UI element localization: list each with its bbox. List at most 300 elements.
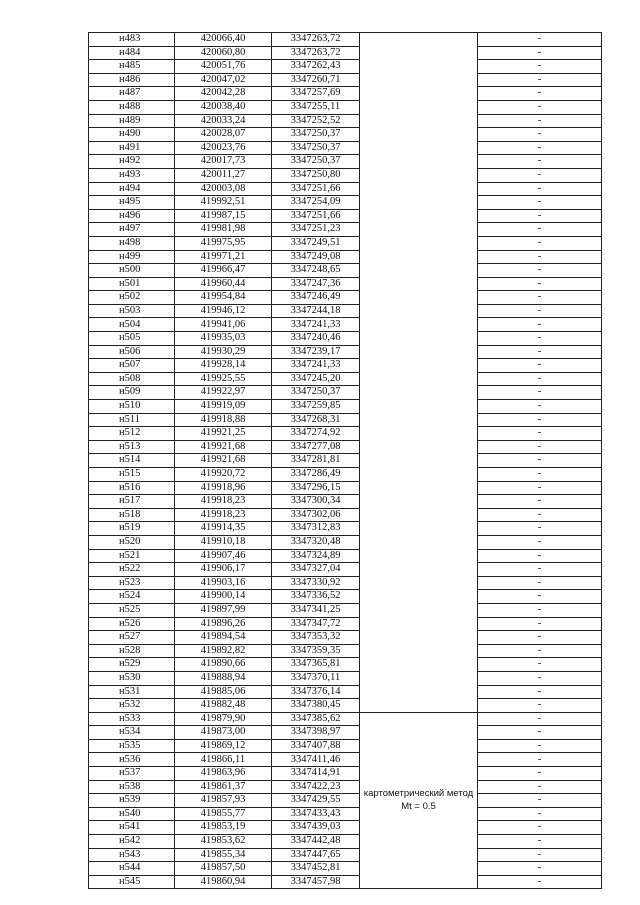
y-coordinate-cell: 3347262,43 [272,60,360,74]
x-coordinate-cell: 419919,09 [175,400,272,414]
x-coordinate-cell: 419921,68 [175,440,272,454]
dash-cell: - [478,60,602,74]
dash-cell: - [478,386,602,400]
x-coordinate-cell: 420051,76 [175,60,272,74]
y-coordinate-cell: 3347250,37 [272,155,360,169]
point-id-cell: н537 [89,767,175,781]
x-coordinate-cell: 419892,82 [175,644,272,658]
point-id-cell: н498 [89,236,175,250]
x-coordinate-cell: 419885,06 [175,685,272,699]
y-coordinate-cell: 3347255,11 [272,100,360,114]
point-id-cell: н488 [89,100,175,114]
table-row [89,767,602,781]
point-id-cell: н495 [89,196,175,210]
point-id-cell: н502 [89,291,175,305]
dash-cell: - [478,563,602,577]
y-coordinate-cell: 3347249,08 [272,250,360,264]
point-id-cell: н509 [89,386,175,400]
dash-cell: - [478,794,602,808]
dash-cell: - [478,46,602,60]
table-row [89,223,602,237]
table-row [89,87,602,101]
x-coordinate-cell: 419882,48 [175,699,272,713]
dash-cell: - [478,413,602,427]
dash-cell: - [478,168,602,182]
table-row [89,481,602,495]
x-coordinate-cell: 419857,50 [175,862,272,876]
point-id-cell: н542 [89,835,175,849]
dash-cell: - [478,549,602,563]
dash-cell: - [478,87,602,101]
point-id-cell: н515 [89,468,175,482]
y-coordinate-cell: 3347407,88 [272,739,360,753]
x-coordinate-cell: 419954,84 [175,291,272,305]
table-row [89,794,602,808]
table-row [89,753,602,767]
x-coordinate-cell: 420066,40 [175,33,272,47]
dash-cell: - [478,128,602,142]
y-coordinate-cell: 3347442,48 [272,835,360,849]
x-coordinate-cell: 419896,26 [175,617,272,631]
table-row [89,807,602,821]
y-coordinate-cell: 3347257,69 [272,87,360,101]
point-id-cell: н543 [89,848,175,862]
point-id-cell: н485 [89,60,175,74]
point-id-cell: н532 [89,699,175,713]
dash-cell: - [478,73,602,87]
y-coordinate-cell: 3347252,52 [272,114,360,128]
table-row [89,209,602,223]
dash-cell: - [478,33,602,47]
point-id-cell: н512 [89,427,175,441]
dash-cell: - [478,454,602,468]
y-coordinate-cell: 3347251,66 [272,209,360,223]
dash-cell: - [478,372,602,386]
y-coordinate-cell: 3347241,33 [272,318,360,332]
y-coordinate-cell: 3347385,62 [272,712,360,726]
y-coordinate-cell: 3347274,92 [272,427,360,441]
x-coordinate-cell: 419941,06 [175,318,272,332]
table-row [89,114,602,128]
point-id-cell: н484 [89,46,175,60]
coordinates-table-body [89,33,602,889]
point-id-cell: н522 [89,563,175,577]
point-id-cell: н525 [89,603,175,617]
table-row [89,386,602,400]
x-coordinate-cell: 420033,24 [175,114,272,128]
x-coordinate-cell: 419863,96 [175,767,272,781]
table-row [89,264,602,278]
point-id-cell: н506 [89,345,175,359]
point-id-cell: н516 [89,481,175,495]
dash-cell: - [478,522,602,536]
dash-cell: - [478,427,602,441]
y-coordinate-cell: 3347341,25 [272,603,360,617]
x-coordinate-cell: 419907,46 [175,549,272,563]
table-row [89,440,602,454]
dash-cell: - [478,318,602,332]
table-row [89,631,602,645]
y-coordinate-cell: 3347302,06 [272,508,360,522]
point-id-cell: н534 [89,726,175,740]
y-coordinate-cell: 3347422,23 [272,780,360,794]
table-row [89,739,602,753]
x-coordinate-cell: 419925,55 [175,372,272,386]
dash-cell: - [478,644,602,658]
dash-cell: - [478,291,602,305]
table-row [89,236,602,250]
table-row [89,603,602,617]
dash-cell: - [478,468,602,482]
y-coordinate-cell: 3347246,49 [272,291,360,305]
dash-cell: - [478,495,602,509]
dash-cell: - [478,712,602,726]
x-coordinate-cell: 419869,12 [175,739,272,753]
x-coordinate-cell: 419921,68 [175,454,272,468]
x-coordinate-cell: 420047,02 [175,73,272,87]
dash-cell: - [478,590,602,604]
table-row [89,168,602,182]
table-row [89,277,602,291]
table-row [89,862,602,876]
dash-cell: - [478,739,602,753]
y-coordinate-cell: 3347250,37 [272,128,360,142]
dash-cell: - [478,223,602,237]
point-id-cell: н536 [89,753,175,767]
dash-cell: - [478,875,602,889]
dash-cell: - [478,440,602,454]
x-coordinate-cell: 420042,28 [175,87,272,101]
point-id-cell: н530 [89,671,175,685]
dash-cell: - [478,848,602,862]
table-row [89,508,602,522]
point-id-cell: н540 [89,807,175,821]
point-id-cell: н531 [89,685,175,699]
x-coordinate-cell: 420017,73 [175,155,272,169]
point-id-cell: н513 [89,440,175,454]
y-coordinate-cell: 3347250,37 [272,386,360,400]
table-row [89,848,602,862]
table-row [89,291,602,305]
point-id-cell: н514 [89,454,175,468]
table-row [89,250,602,264]
table-row [89,359,602,373]
x-coordinate-cell: 420060,80 [175,46,272,60]
y-coordinate-cell: 3347429,55 [272,794,360,808]
y-coordinate-cell: 3347244,18 [272,304,360,318]
table-row [89,590,602,604]
table-row [89,821,602,835]
table-row [89,182,602,196]
x-coordinate-cell: 420003,08 [175,182,272,196]
x-coordinate-cell: 419987,15 [175,209,272,223]
point-id-cell: н483 [89,33,175,47]
dash-cell: - [478,631,602,645]
y-coordinate-cell: 3347263,72 [272,46,360,60]
point-id-cell: н492 [89,155,175,169]
table-row [89,726,602,740]
y-coordinate-cell: 3347324,89 [272,549,360,563]
x-coordinate-cell: 419897,99 [175,603,272,617]
x-coordinate-cell: 419906,17 [175,563,272,577]
point-id-cell: н541 [89,821,175,835]
x-coordinate-cell: 420028,07 [175,128,272,142]
dash-cell: - [478,155,602,169]
x-coordinate-cell: 419992,51 [175,196,272,210]
table-row [89,468,602,482]
dash-cell: - [478,508,602,522]
dash-cell: - [478,236,602,250]
x-coordinate-cell: 419888,94 [175,671,272,685]
x-coordinate-cell: 419855,77 [175,807,272,821]
y-coordinate-cell: 3347312,83 [272,522,360,536]
table-row [89,33,602,47]
point-id-cell: н544 [89,862,175,876]
y-coordinate-cell: 3347359,35 [272,644,360,658]
table-row [89,875,602,889]
point-id-cell: н494 [89,182,175,196]
point-id-cell: н507 [89,359,175,373]
x-coordinate-cell: 419960,44 [175,277,272,291]
x-coordinate-cell: 419861,37 [175,780,272,794]
table-row [89,617,602,631]
dash-cell: - [478,182,602,196]
dash-cell: - [478,576,602,590]
dash-cell: - [478,821,602,835]
table-row [89,644,602,658]
dash-cell: - [478,535,602,549]
dash-cell: - [478,835,602,849]
x-coordinate-cell: 419860,94 [175,875,272,889]
y-coordinate-cell: 3347447,65 [272,848,360,862]
y-coordinate-cell: 3347240,46 [272,332,360,346]
point-id-cell: н501 [89,277,175,291]
x-coordinate-cell: 419910,18 [175,535,272,549]
table-row [89,671,602,685]
point-id-cell: н503 [89,304,175,318]
y-coordinate-cell: 3347353,32 [272,631,360,645]
dash-cell: - [478,726,602,740]
y-coordinate-cell: 3347365,81 [272,658,360,672]
point-id-cell: н518 [89,508,175,522]
table-row [89,522,602,536]
point-id-cell: н505 [89,332,175,346]
y-coordinate-cell: 3347411,46 [272,753,360,767]
point-id-cell: н523 [89,576,175,590]
table-row [89,318,602,332]
y-coordinate-cell: 3347380,45 [272,699,360,713]
y-coordinate-cell: 3347250,37 [272,141,360,155]
dash-cell: - [478,400,602,414]
x-coordinate-cell: 419971,21 [175,250,272,264]
y-coordinate-cell: 3347376,14 [272,685,360,699]
x-coordinate-cell: 419914,35 [175,522,272,536]
x-coordinate-cell: 419879,90 [175,712,272,726]
y-coordinate-cell: 3347247,36 [272,277,360,291]
y-coordinate-cell: 3347296,15 [272,481,360,495]
point-id-cell: н538 [89,780,175,794]
x-coordinate-cell: 420011,27 [175,168,272,182]
dash-cell: - [478,807,602,821]
x-coordinate-cell: 419966,47 [175,264,272,278]
point-id-cell: н511 [89,413,175,427]
table-row [89,413,602,427]
y-coordinate-cell: 3347452,81 [272,862,360,876]
y-coordinate-cell: 3347300,34 [272,495,360,509]
y-coordinate-cell: 3347457,98 [272,875,360,889]
table-row [89,835,602,849]
x-coordinate-cell: 419946,12 [175,304,272,318]
y-coordinate-cell: 3347327,04 [272,563,360,577]
dash-cell: - [478,114,602,128]
coordinates-table [88,32,602,889]
point-id-cell: н521 [89,549,175,563]
table-row [89,685,602,699]
y-coordinate-cell: 3347439,03 [272,821,360,835]
table-row [89,332,602,346]
y-coordinate-cell: 3347268,31 [272,413,360,427]
x-coordinate-cell: 419928,14 [175,359,272,373]
y-coordinate-cell: 3347370,11 [272,671,360,685]
point-id-cell: н510 [89,400,175,414]
table-row [89,495,602,509]
dash-cell: - [478,481,602,495]
point-id-cell: н524 [89,590,175,604]
table-row [89,345,602,359]
y-coordinate-cell: 3347250,80 [272,168,360,182]
x-coordinate-cell: 419935,03 [175,332,272,346]
x-coordinate-cell: 420038,40 [175,100,272,114]
dash-cell: - [478,671,602,685]
y-coordinate-cell: 3347263,72 [272,33,360,47]
x-coordinate-cell: 419930,29 [175,345,272,359]
dash-cell: - [478,304,602,318]
x-coordinate-cell: 419918,88 [175,413,272,427]
dash-cell: - [478,359,602,373]
point-id-cell: н535 [89,739,175,753]
dash-cell: - [478,658,602,672]
table-row [89,73,602,87]
point-id-cell: н520 [89,535,175,549]
point-id-cell: н508 [89,372,175,386]
table-row [89,60,602,74]
dash-cell: - [478,767,602,781]
y-coordinate-cell: 3347433,43 [272,807,360,821]
point-id-cell: н489 [89,114,175,128]
x-coordinate-cell: 419981,98 [175,223,272,237]
table-row [89,427,602,441]
y-coordinate-cell: 3347249,51 [272,236,360,250]
point-id-cell: н526 [89,617,175,631]
point-id-cell: н486 [89,73,175,87]
dash-cell: - [478,209,602,223]
x-coordinate-cell: 419903,16 [175,576,272,590]
dash-cell: - [478,617,602,631]
table-row [89,155,602,169]
y-coordinate-cell: 3347239,17 [272,345,360,359]
dash-cell: - [478,196,602,210]
point-id-cell: н490 [89,128,175,142]
table-row [89,372,602,386]
dash-cell: - [478,141,602,155]
x-coordinate-cell: 420023,76 [175,141,272,155]
dash-cell: - [478,603,602,617]
dash-cell: - [478,345,602,359]
point-id-cell: н499 [89,250,175,264]
dash-cell: - [478,277,602,291]
table-row [89,712,602,726]
y-coordinate-cell: 3347347,72 [272,617,360,631]
x-coordinate-cell: 419900,14 [175,590,272,604]
x-coordinate-cell: 419918,23 [175,508,272,522]
x-coordinate-cell: 419866,11 [175,753,272,767]
point-id-cell: н545 [89,875,175,889]
y-coordinate-cell: 3347330,92 [272,576,360,590]
point-id-cell: н517 [89,495,175,509]
y-coordinate-cell: 3347251,23 [272,223,360,237]
blank-merged-cell [360,33,478,713]
point-id-cell: н497 [89,223,175,237]
table-row [89,46,602,60]
table-row [89,304,602,318]
point-id-cell: н528 [89,644,175,658]
x-coordinate-cell: 419853,62 [175,835,272,849]
y-coordinate-cell: 3347260,71 [272,73,360,87]
table-row [89,699,602,713]
table-row [89,454,602,468]
y-coordinate-cell: 3347248,65 [272,264,360,278]
method-cell: картометрический метод Mt = 0.5 [360,712,478,889]
dash-cell: - [478,685,602,699]
point-id-cell: н527 [89,631,175,645]
y-coordinate-cell: 3347336,52 [272,590,360,604]
dash-cell: - [478,264,602,278]
y-coordinate-cell: 3347259,85 [272,400,360,414]
table-row [89,100,602,114]
point-id-cell: н519 [89,522,175,536]
x-coordinate-cell: 419853,19 [175,821,272,835]
dash-cell: - [478,753,602,767]
dash-cell: - [478,332,602,346]
dash-cell: - [478,780,602,794]
y-coordinate-cell: 3347398,97 [272,726,360,740]
table-row [89,196,602,210]
dash-cell: - [478,250,602,264]
x-coordinate-cell: 419857,93 [175,794,272,808]
x-coordinate-cell: 419975,95 [175,236,272,250]
point-id-cell: н529 [89,658,175,672]
y-coordinate-cell: 3347241,33 [272,359,360,373]
point-id-cell: н533 [89,712,175,726]
table-row [89,141,602,155]
y-coordinate-cell: 3347251,66 [272,182,360,196]
point-id-cell: н504 [89,318,175,332]
y-coordinate-cell: 3347286,49 [272,468,360,482]
point-id-cell: н496 [89,209,175,223]
point-id-cell: н493 [89,168,175,182]
y-coordinate-cell: 3347320,48 [272,535,360,549]
x-coordinate-cell: 419890,66 [175,658,272,672]
x-coordinate-cell: 419894,54 [175,631,272,645]
x-coordinate-cell: 419920,72 [175,468,272,482]
table-row [89,563,602,577]
table-row [89,549,602,563]
x-coordinate-cell: 419921,25 [175,427,272,441]
y-coordinate-cell: 3347277,08 [272,440,360,454]
table-row [89,128,602,142]
point-id-cell: н500 [89,264,175,278]
table-row [89,535,602,549]
